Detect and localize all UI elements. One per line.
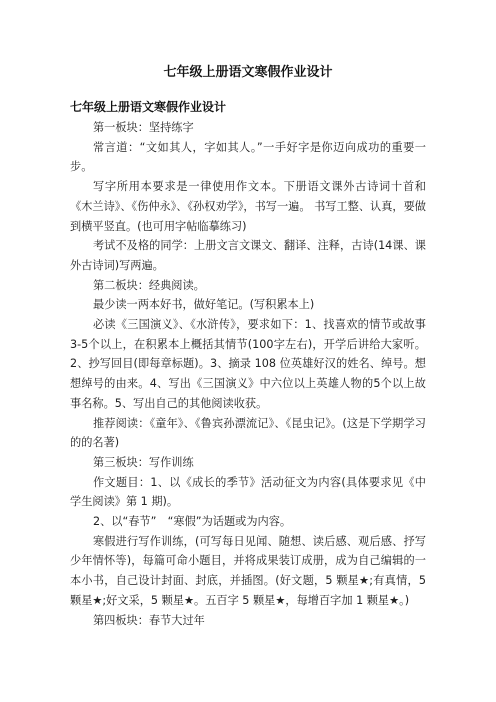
paragraph-essay-topic-1: 作文题目：1、以《成长的季节》活动征文为内容(具体要求见《中学生阅读》第 1 期)。 xyxy=(70,475,426,509)
document-title: 七年级上册语文寒假作业设计 xyxy=(163,65,333,80)
paragraph-section-2-heading: 第二板块：经典阅读。 xyxy=(92,278,205,292)
paragraph-required-reading: 必读《三国演义》、《水浒传》，要求如下：1、找喜欢的情节或故事3-5个以上，在积累本上概括其情节(100字左右)，开学后讲给大家听。2、抄写回目(即每章标题)。3、摘录 108 位英雄好汉的姓名、绰号。想想绰号的由来。4、写出《三国演义》中六位以上英雄人物的5个以上故事名称。5、写出自己的其他阅读收获。 xyxy=(70,318,426,410)
paragraph-essay-topic-2: 2、以“春节” “寒假”为话题或为内容。 xyxy=(92,515,292,529)
paragraph-section-1-heading: 第一板块：坚持练字 xyxy=(92,121,194,134)
paragraph-recommended-reading: 推荐阅读：《童年》、《鲁宾孙漂流记》、《昆虫记》。(这是下学期学习的的名著) xyxy=(70,416,426,450)
paragraph-writing-training: 寒假进行写作训练，(可写每日见闻、随想、读后感、观后感、抒写少年情怀等)，每篇可命小题目，并将成果装订成册，成为自己编辑的一本小书，自己设计封面、封底，并插图。(好文题，5 颗星★;有真情，5 颗星★;好文采，5 颗星★。五百字 5 颗星★，每增百字加 1 颗星★。) xyxy=(70,534,426,607)
paragraph-section-4-heading: 第四板块：春节大过年 xyxy=(92,613,205,627)
paragraph-reading-notes: 最少读一两本好书，做好笔记。(写积累本上) xyxy=(92,298,315,312)
paragraph-saying: 常言道：“文如其人，字如其人。”一手好字是你迈向成功的重要一步。 xyxy=(70,140,426,174)
paragraph-writing-requirements: 写字所用本要求是一律使用作文本。下册语文课外古诗词十首和《木兰诗》、《伤仲永》、《孙权劝学》，书写一遍。 书写工整、认真，要做到横平竖直。(也可用字帖临摹练习) xyxy=(70,180,426,233)
paragraph-section-3-heading: 第三板块：写作训练 xyxy=(92,455,194,469)
document-body xyxy=(70,118,426,630)
paragraph-failing-students: 考试不及格的同学：上册文言文课文、翻译、注释，古诗(14课、课外古诗词)写两遍。 xyxy=(70,239,426,272)
document-subtitle: 七年级上册语文寒假作业设计 xyxy=(70,100,227,114)
